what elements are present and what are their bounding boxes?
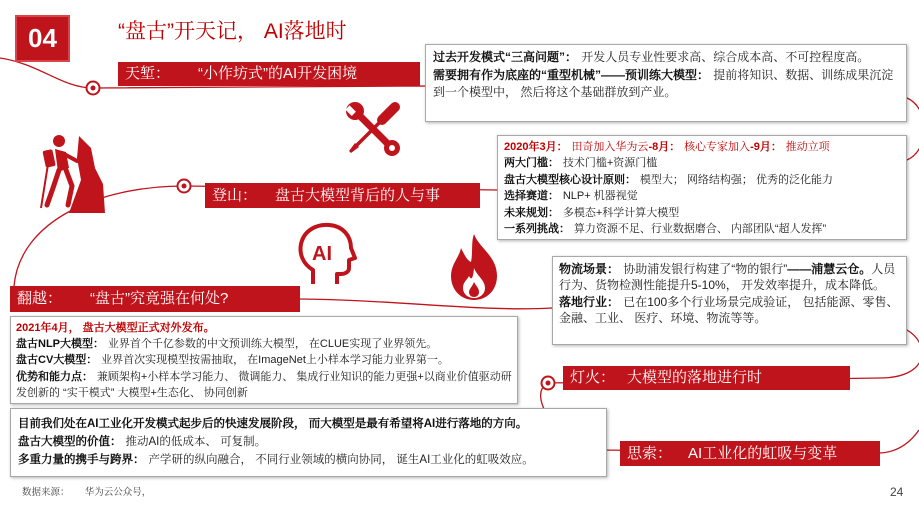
item-term: 多重力量的携手与跨界： xyxy=(18,454,145,466)
item-term: 盘古CV大模型： xyxy=(16,354,98,367)
item-term: 选择赛道： xyxy=(504,190,559,203)
item-description: 开发人员专业性要求高、综合成本高、不可控程度高。 xyxy=(581,50,870,64)
item-term: 盘古NLP大模型： xyxy=(16,338,104,351)
item-term: 物流场景： xyxy=(559,262,620,276)
panel-item xyxy=(559,294,900,327)
item-description: NLP+ 机器视觉 xyxy=(562,190,638,203)
source-note xyxy=(22,484,151,498)
timeline-event: 核心专家加入 xyxy=(684,141,751,153)
label-heading: AI工业化的虹吸与变革 xyxy=(688,445,838,462)
ai-head-icon xyxy=(295,222,357,287)
timeline-line xyxy=(504,139,900,155)
item-description: 推动AI的低成本、 可复制。 xyxy=(125,436,267,448)
label-prefix: 思索： xyxy=(627,445,673,462)
panel-denghuo xyxy=(552,256,907,345)
page-number: 24 xyxy=(890,485,904,499)
flame-icon xyxy=(443,232,505,302)
item-description: 多模态+科学计算大模型 xyxy=(562,206,680,219)
section-label-denghuo xyxy=(563,366,850,390)
item-description: 技术门槛+资源门槛 xyxy=(562,157,658,170)
item-description: 业界首次实现模型按需抽取， 在ImageNet上小样本学习能力业界第一。 xyxy=(101,354,449,367)
panel-item xyxy=(16,369,512,401)
timeline-event: 推动立项 xyxy=(785,141,830,153)
panel-item xyxy=(18,433,599,451)
item-term: 落地行业： xyxy=(559,294,620,309)
item-term: 过去开发模式“三高问题”： xyxy=(433,50,578,64)
panel-headline: 2021年4月， 盘古大模型正式对外发布。 xyxy=(16,322,215,334)
section-label-tianqian xyxy=(118,62,420,86)
item-term: 盘古大模型核心设计原则： xyxy=(504,173,636,186)
label-heading: 大模型的落地进行时 xyxy=(627,369,763,386)
panel-item xyxy=(504,172,900,188)
panel-tianqian xyxy=(425,44,907,122)
item-description: 协助浦发银行构建了“物的银行” xyxy=(623,262,788,276)
item-description: 已在100多个行业场景完成验证， 包括能源、零售、金融、工业、 医疗、环境、物流等等。 xyxy=(559,294,899,326)
item-term: 两大门槛： xyxy=(504,157,559,170)
label-heading: 盘古大模型背后的人与事 xyxy=(275,187,441,204)
panel-item xyxy=(559,261,900,294)
timeline-date: 2020年3月： xyxy=(504,141,568,153)
item-term: 需要拥有作为底座的“重型机械”——预训练大模型： xyxy=(433,67,710,82)
item-description: 提前将知识、数据、训练成果沉淀到一个模型中， 然后将这个基础群放到产业。 xyxy=(433,67,894,99)
item-description: 业界首个千亿参数的中文预训练大模型， 在CLUE实现了业界领先。 xyxy=(107,338,438,351)
item-term: 未来规划： xyxy=(504,206,559,219)
item-description-continued: 人员行为、货物检测性能提升5-10%， 开发效率提升，成本降低。 xyxy=(559,262,896,293)
wrench-screwdriver-icon xyxy=(343,98,403,160)
panel-item xyxy=(504,155,900,171)
panel-item xyxy=(504,188,900,204)
item-highlight: ——浦慧云仓。 xyxy=(787,262,872,276)
timeline-event: 田奇加入华为云 xyxy=(571,141,649,153)
panel-item xyxy=(16,352,512,368)
item-description: 兼顾架构+小样本学习能力、 微调能力、 集成行业知识的能力更强+以商业价值驱动研发创新的 “实干模式” 大模型+生态化、 协同创新 xyxy=(16,370,512,399)
item-description: 产学研的纵向融合， 不同行业领域的横向协同， 诞生AI工业化的虹吸效应。 xyxy=(148,454,534,466)
panel-item xyxy=(504,205,900,221)
ai-head-letters: AI xyxy=(312,243,332,265)
label-heading: “盘古”究竟强在何处? xyxy=(90,290,229,307)
path-node-icon xyxy=(178,180,191,193)
section-label-fanyue xyxy=(10,286,300,312)
label-prefix: 天堑： xyxy=(125,65,171,82)
panel-fanyue xyxy=(10,316,518,404)
label-prefix: 翻越： xyxy=(17,290,63,307)
panel-item xyxy=(18,451,599,469)
slide-title: “盘古”开天记， AI落地时 xyxy=(118,20,347,43)
label-prefix: 灯火： xyxy=(570,369,616,386)
source-value: 华为云公众号， xyxy=(84,487,152,498)
panel-item xyxy=(433,67,899,102)
panel-sisuo xyxy=(10,408,607,477)
label-heading: “小作坊式”的AI开发困境 xyxy=(198,65,358,82)
section-number-badge: 04 xyxy=(15,15,70,62)
hiker-icon xyxy=(35,128,105,213)
panel-item xyxy=(504,221,900,237)
item-term: 优势和能力点： xyxy=(16,370,93,383)
timeline-date: -9月： xyxy=(750,141,782,153)
item-term: 盘古大模型的价值： xyxy=(18,436,122,448)
label-prefix: 登山： xyxy=(212,187,258,204)
item-description: 算力资源不足、行业数据磨合、 内部团队“超人发挥” xyxy=(573,223,827,236)
source-label: 数据来源： xyxy=(22,487,70,498)
path-node-icon xyxy=(87,82,100,95)
panel-headline: 目前我们处在AI工业化开发模式起步后的快速发展阶段， 而大模型是最有希望将AI进行落地的方向。 xyxy=(18,418,528,430)
item-description: 模型大； 网络结构强； 优秀的泛化能力 xyxy=(639,173,833,186)
path-node-icon xyxy=(542,377,555,390)
section-label-dengshan xyxy=(205,183,480,208)
panel-dengshan xyxy=(497,135,907,240)
timeline-date: -8月： xyxy=(648,141,681,153)
item-term: 一系列挑战： xyxy=(504,223,570,236)
panel-item xyxy=(16,336,512,352)
section-label-sisuo xyxy=(620,441,880,466)
panel-item xyxy=(433,49,899,67)
